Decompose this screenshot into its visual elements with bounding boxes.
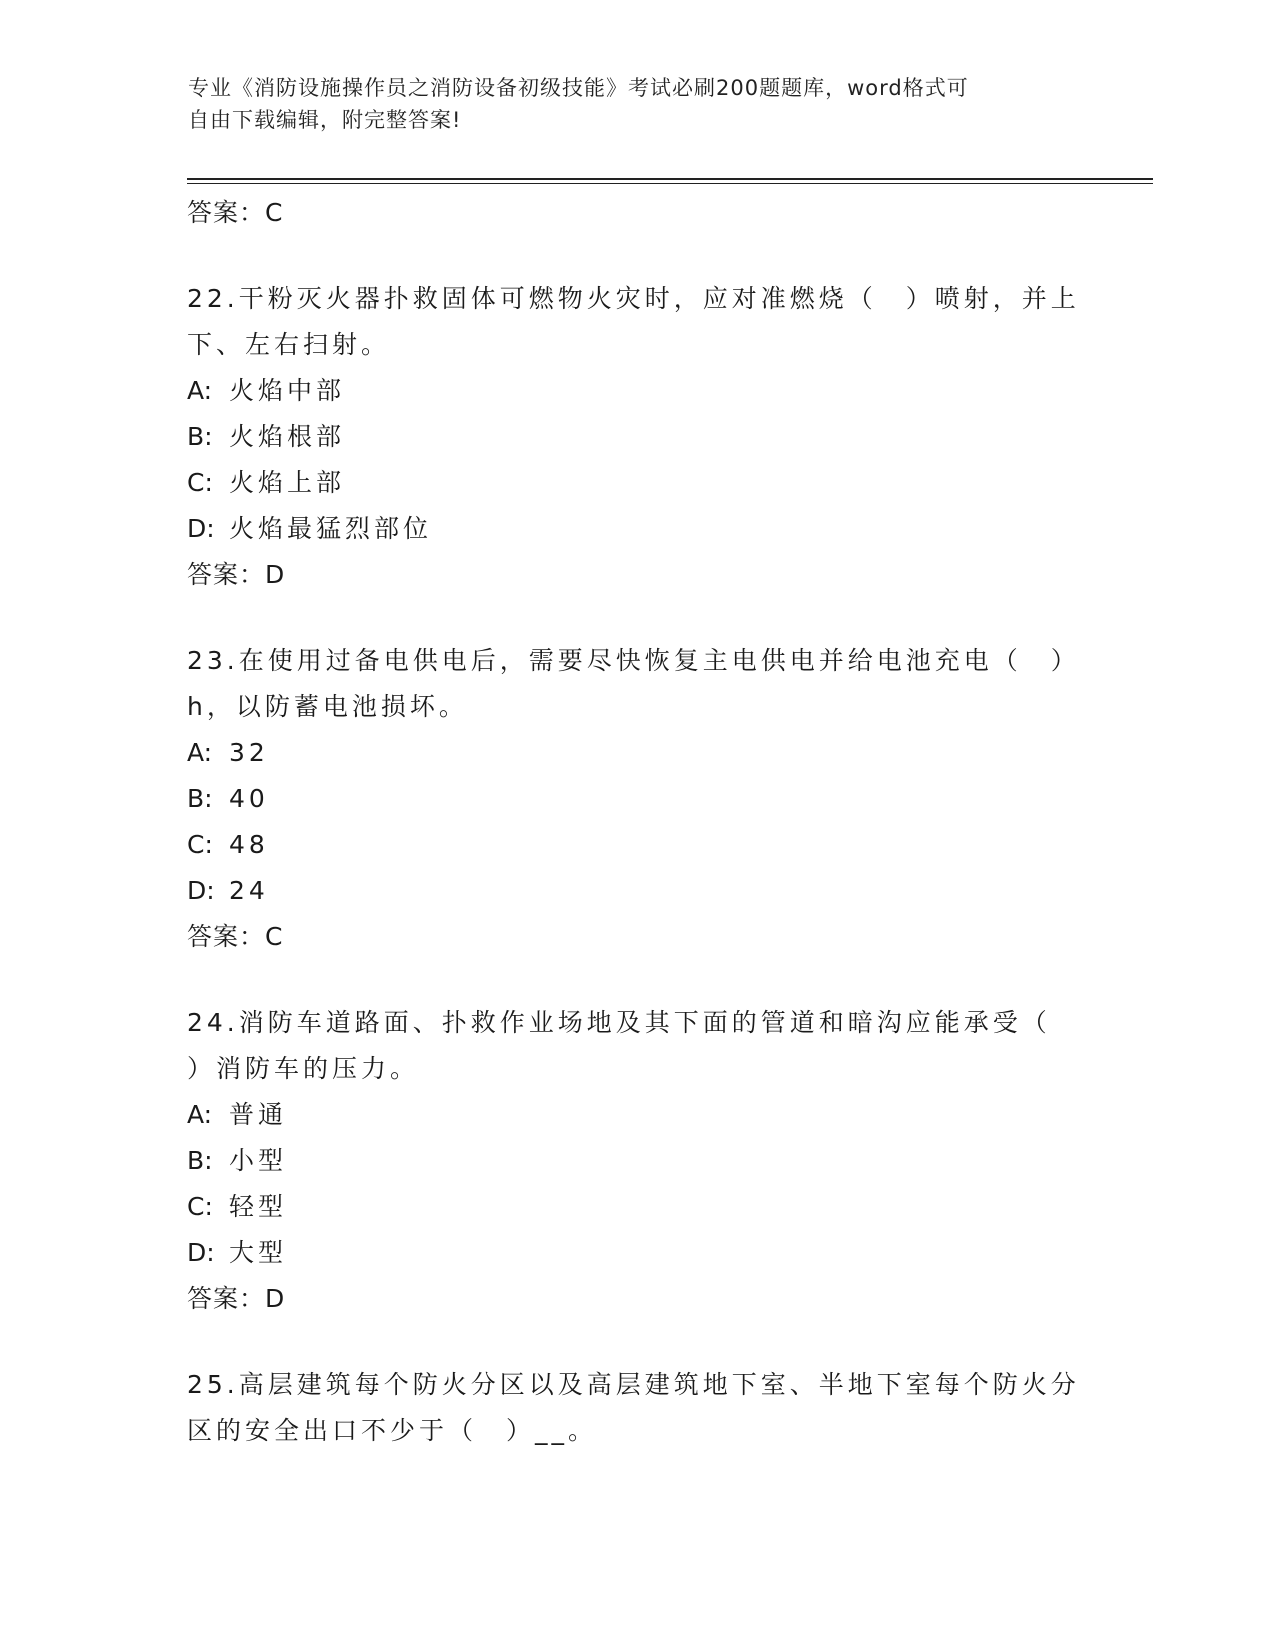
option-label: B: [187, 422, 213, 451]
question-text-line: 22.干粉灭火器扑救固体可燃物火灾时，应对准燃烧（ ）喷射，并上 [187, 284, 1080, 313]
option-label: D: [187, 514, 215, 543]
option-a [187, 1092, 1087, 1138]
option-label: B: [187, 1146, 213, 1175]
question-text-line: 区的安全出口不少于（ ）__。 [187, 1416, 598, 1445]
answer-line: 答案：C [187, 922, 284, 951]
option-text: 轻型 [229, 1192, 288, 1221]
answer-line: 答案：C [187, 198, 284, 227]
option-label: C: [187, 1192, 213, 1221]
question-text-line: h，以防蓄电池损坏。 [187, 692, 468, 721]
question-25 [187, 1362, 1087, 1454]
option-label: A: [187, 1100, 213, 1129]
option-text: 大型 [229, 1238, 288, 1267]
page-header [188, 72, 1068, 136]
option-label: B: [187, 784, 213, 813]
option-label: A: [187, 376, 213, 405]
option-b [187, 1138, 1087, 1184]
option-label: A: [187, 738, 213, 767]
option-a [187, 368, 1087, 414]
option-label: D: [187, 876, 215, 905]
option-text: 小型 [229, 1146, 288, 1175]
option-text: 火焰根部 [229, 422, 346, 451]
document-body [187, 190, 1087, 1454]
option-c [187, 822, 1087, 868]
option-b [187, 776, 1087, 822]
option-d [187, 1230, 1087, 1276]
answer-line: 答案：D [187, 1284, 286, 1313]
option-label: C: [187, 468, 213, 497]
option-label: C: [187, 830, 213, 859]
header-rule-thin [187, 183, 1153, 184]
question-24 [187, 1000, 1087, 1322]
header-rule-thick [187, 178, 1153, 180]
question-text-line: 下、左右扫射。 [187, 330, 391, 359]
option-text: 40 [229, 784, 269, 813]
option-text: 32 [229, 738, 269, 767]
option-text: 48 [229, 830, 269, 859]
option-b [187, 414, 1087, 460]
option-text: 普通 [229, 1100, 288, 1129]
question-text-line: 25.高层建筑每个防火分区以及高层建筑地下室、半地下室每个防火分 [187, 1370, 1080, 1399]
option-c [187, 460, 1087, 506]
option-text: 火焰上部 [229, 468, 346, 497]
question-text-line: ）消防车的压力。 [187, 1054, 420, 1083]
question-text-line: 23.在使用过备电供电后，需要尽快恢复主电供电并给电池充电（ ） [187, 646, 1080, 675]
option-text: 火焰最猛烈部位 [229, 514, 433, 543]
option-d [187, 506, 1087, 552]
option-a [187, 730, 1087, 776]
option-text: 24 [229, 876, 269, 905]
option-label: D: [187, 1238, 215, 1267]
header-line-2: 自由下载编辑，附完整答案! [188, 108, 462, 132]
option-text: 火焰中部 [229, 376, 346, 405]
option-c [187, 1184, 1087, 1230]
header-line-1: 专业《消防设施操作员之消防设备初级技能》考试必刷200题题库，word格式可 [188, 76, 969, 100]
answer-line: 答案：D [187, 560, 286, 589]
question-text-line: 24.消防车道路面、扑救作业场地及其下面的管道和暗沟应能承受（ [187, 1008, 1051, 1037]
option-d [187, 868, 1087, 914]
question-22 [187, 276, 1087, 598]
question-23 [187, 638, 1087, 960]
